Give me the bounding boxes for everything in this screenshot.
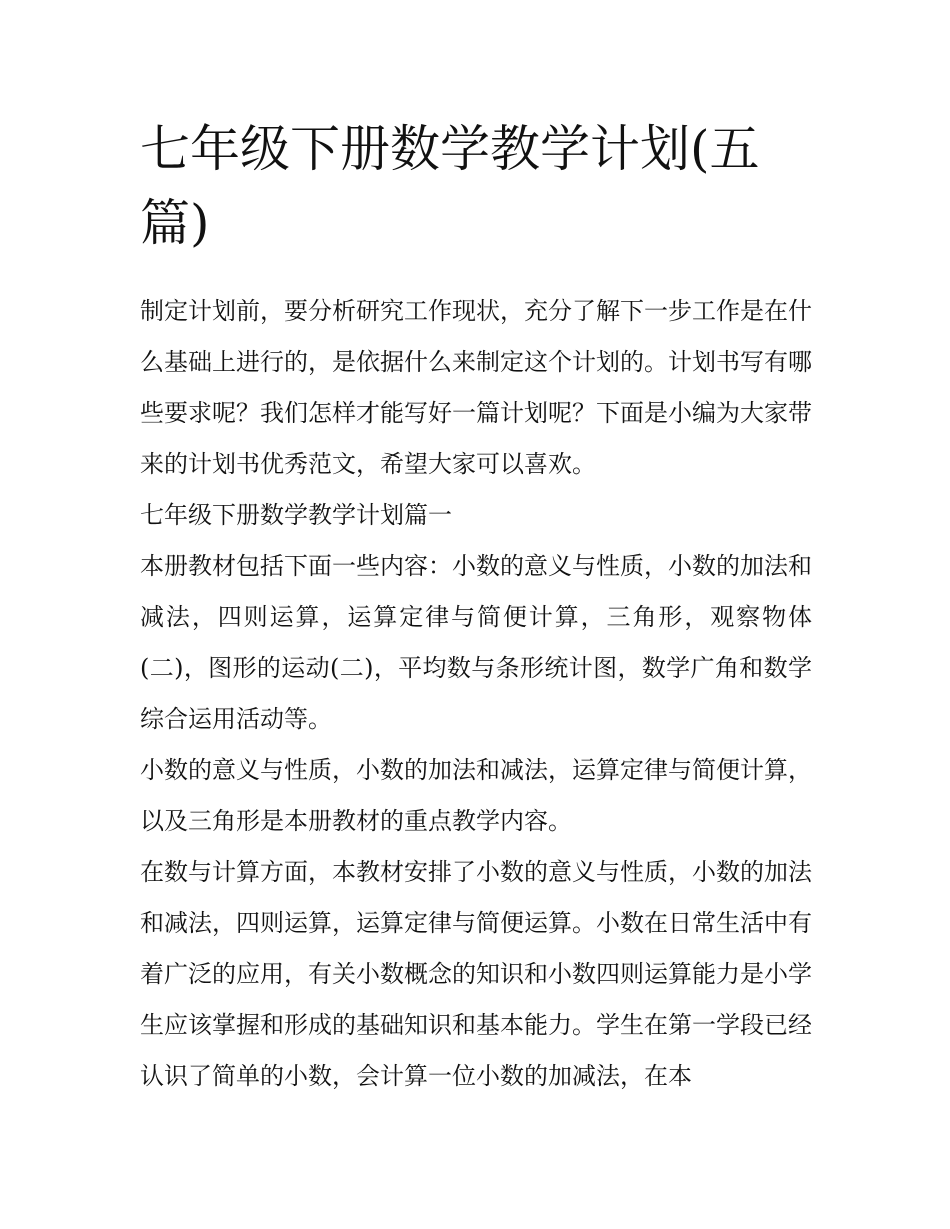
section-heading: 七年级下册数学教学计划篇一 <box>140 501 452 529</box>
body-paragraph: 小数的意义与性质，小数的加法和减法，运算定律与简便计算，以及三角形是本册教材的重点教学内容。 <box>140 756 812 835</box>
document-body <box>140 112 812 1102</box>
document-title: 七年级下册数学教学计划(五篇) <box>140 120 760 252</box>
body-paragraph: 在数与计算方面，本教材安排了小数的意义与性质，小数的加法和减法，四则运算，运算定律与简便运算。小数在日常生活中有着广泛的应用，有关小数概念的知识和小数四则运算能力是小学生应该掌握和形成的基础知识和基本能力。学生在第一学段已经认识了简单的小数，会计算一位小数的加减法，在本 <box>140 858 812 1090</box>
intro-paragraph: 制定计划前，要分析研究工作现状，充分了解下一步工作是在什么基础上进行的，是依据什么来制定这个计划的。计划书写有哪些要求呢？我们怎样才能写好一篇计划呢？下面是小编为大家带来的计划书优秀范文，希望大家可以喜欢。 <box>140 297 812 478</box>
body-paragraph: 本册教材包括下面一些内容：小数的意义与性质，小数的加法和减法，四则运算，运算定律与简便计算，三角形，观察物体(二)，图形的运动(二)，平均数与条形统计图，数学广角和数学综合运用活动等。 <box>140 552 812 733</box>
